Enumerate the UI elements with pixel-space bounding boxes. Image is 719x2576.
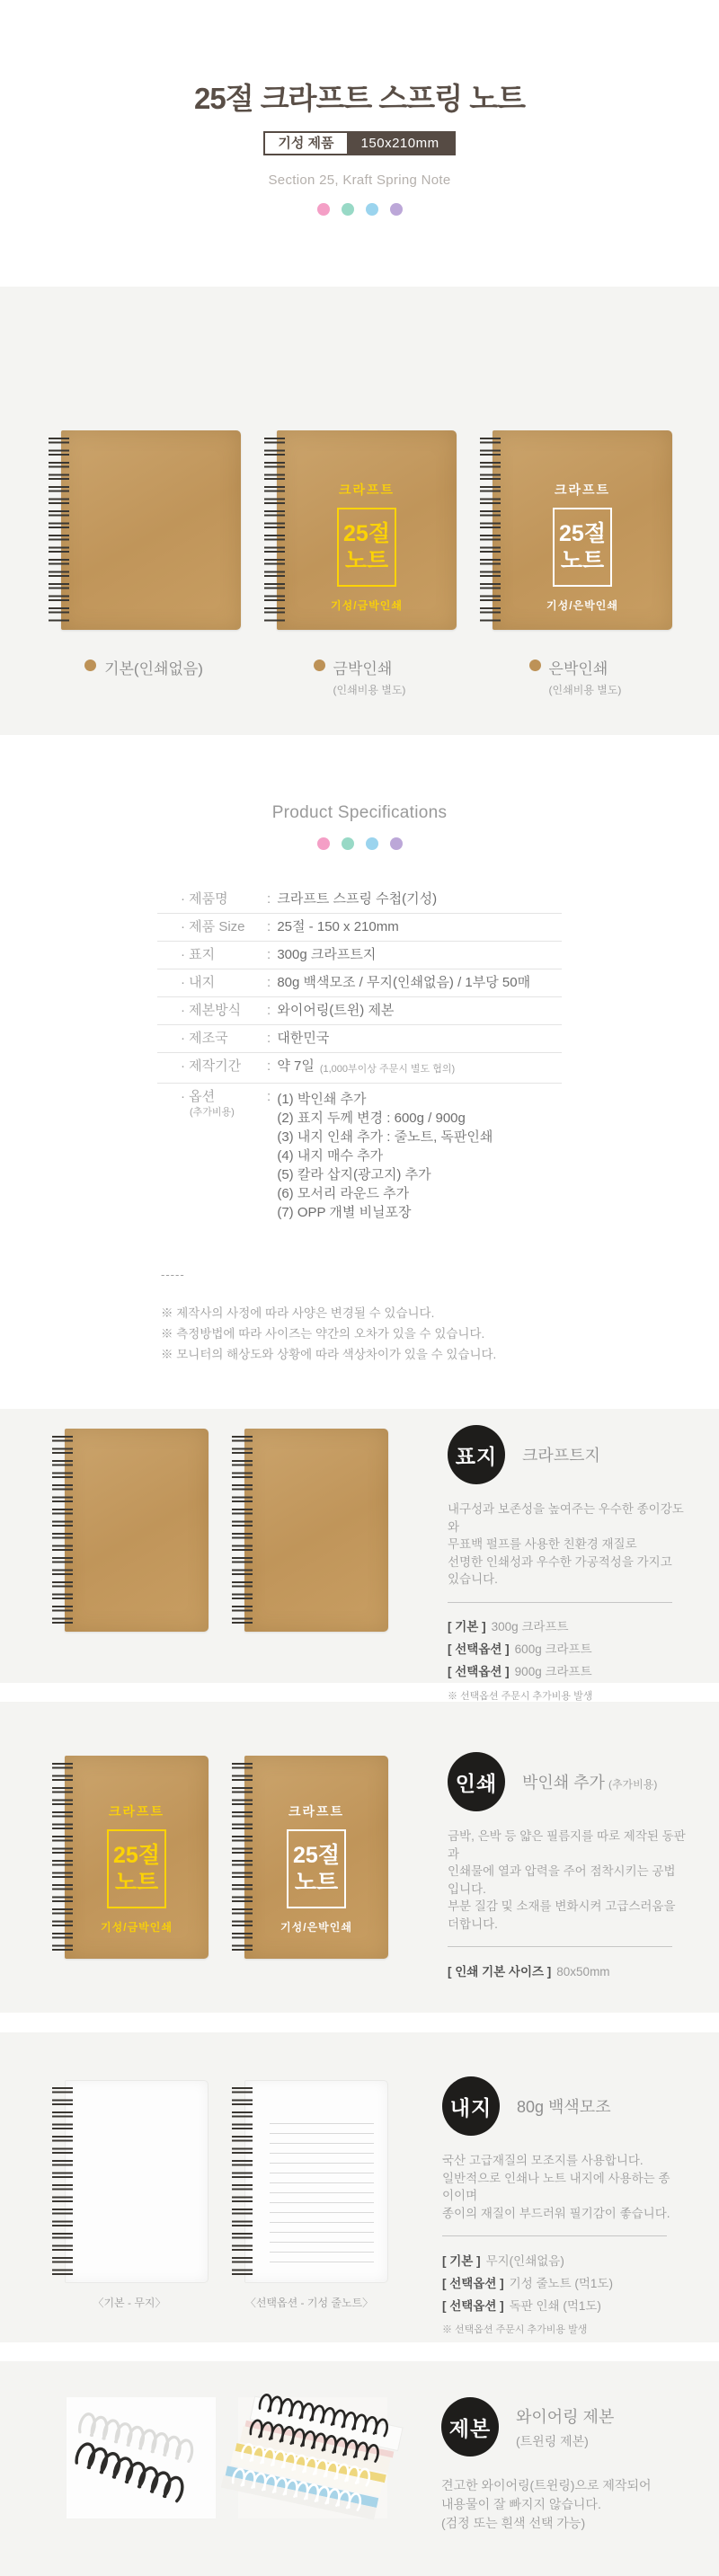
- spec-row-options: · 옵션 (추가비용) : (1) 박인쇄 추가 (2) 표지 두께 변경 : 600g / 900g (3) 내지 인쇄 추가 : 줄노트, 독판인쇄 (4) 내지 매수 추가 (5) 칼라 삽지(광고지) 추가 (6) 모서리 라운드 추가 (7) OPP 개별 비닐포장: [157, 1084, 562, 1228]
- accent-dot-mint-icon: [342, 837, 354, 850]
- gold-foil-print: 크라프트 25절 노트 기성/금박인쇄: [101, 1804, 173, 1934]
- binding-section: [0, 2361, 719, 2576]
- binding-heading-sub: (트윈링 제본): [516, 2433, 589, 2448]
- gold-foil-notebook-photo: [50, 1752, 209, 1962]
- inner-options: [ 기본 ] 무지(인쇄없음) [ 선택옵션 ] 기성 줄노트 (먹1도) [ 선택옵션 ] 독판 인쇄 (먹1도): [442, 2253, 613, 2313]
- plain-kraft-notebook-photo: [230, 1425, 388, 1635]
- bullet-dot-icon: [529, 659, 541, 671]
- cover-title-box: [553, 508, 612, 587]
- cover-paper-section: [0, 1409, 719, 1702]
- size-badge: [263, 131, 455, 155]
- variant-captions-row: [0, 656, 719, 697]
- divider: [448, 1602, 672, 1603]
- accent-dot-pink-icon: [317, 203, 330, 216]
- badge-product-type: 기성 제품: [265, 133, 346, 154]
- divider: [442, 2235, 667, 2236]
- accent-dots: [0, 837, 719, 850]
- spec-row-country: · 제조국 : 대한민국: [157, 1025, 562, 1053]
- inner-paper-section: [0, 2032, 719, 2342]
- blank-inner-page-photo: [50, 2076, 209, 2287]
- page-title: 25절 크라프트 스프링 노트: [194, 82, 525, 115]
- binding-photos: [67, 2397, 387, 2518]
- plain-kraft-notebook-photo: [50, 1425, 209, 1635]
- section-badge-inner: 내지: [442, 2076, 500, 2136]
- specifications-section: [0, 735, 719, 1409]
- accent-dot-blue-icon: [366, 837, 378, 850]
- wire-rings-illustration: [67, 2397, 216, 2518]
- section-gap: [0, 2013, 719, 2032]
- note-line: ※ 측정방법에 따라 사이즈는 약간의 오차가 있을 수 있습니다.: [161, 1327, 485, 1341]
- cover-footnote: ※ 선택옵션 주문시 추가비용 발생: [448, 1690, 593, 1702]
- spring-binding-icon: [232, 2087, 253, 2276]
- lined-inner-page-photo: [230, 2076, 388, 2287]
- note-line: ※ 모니터의 해상도와 상황에 따라 색상차이가 있을 수 있습니다.: [161, 1348, 497, 1361]
- variant-label: 금박인쇄: [333, 660, 393, 677]
- cover-title-top: 25절: [343, 521, 390, 546]
- accent-dot-mint-icon: [342, 203, 354, 216]
- accent-dot-purple-icon: [390, 203, 403, 216]
- foil-print-section: [0, 1702, 719, 2013]
- spec-table: [157, 886, 562, 1228]
- print-info: [448, 1752, 687, 1981]
- inner-paper-info: [442, 2076, 681, 2336]
- product-photo-plain-kraft-notebook: [47, 427, 241, 633]
- spec-row-cover: · 표지 : 300g 크라프트지: [157, 942, 562, 969]
- inner-description: 국산 고급재질의 모조지를 사용합니다. 일반적으로 인쇄나 노트 내지에 사용하는 종이이며 종이의 재질이 부드러워 필기감이 좋습니다.: [442, 2154, 670, 2220]
- cover-photos: [50, 1425, 388, 1635]
- hero-variants-section: [0, 287, 719, 735]
- silver-foil-notebook-photo: [230, 1752, 388, 1962]
- binding-description: 견고한 와이어링(트윈링)으로 제작되어 내용물이 잘 빠지지 않습니다. (검정 또는 흰색 선택 가능): [441, 2478, 652, 2530]
- lead-time-note: (1,000부이상 주문시 별도 협의): [319, 1064, 456, 1075]
- badge-product-size: 150x210mm: [347, 133, 454, 154]
- cover-title-box: [337, 508, 396, 587]
- subtitle-english: Section 25, Kraft Spring Note: [268, 173, 451, 188]
- spec-row-lead-time: · 제작기간 : 약 7일 (1,000부이상 주문시 별도 협의): [157, 1053, 562, 1084]
- section-badge-cover: 표지: [448, 1425, 505, 1484]
- product-photo-gold-foil-notebook: [262, 427, 457, 633]
- print-heading-note: (추가비용): [608, 1778, 658, 1791]
- inner-heading: 80g 백색모조: [517, 2098, 611, 2116]
- cover-description: 내구성과 보존성을 높여주는 우수한 종이강도와 무표백 펄프를 사용한 친환경 재질로 선명한 인쇄성과 우수한 가공적성을 가지고 있습니다.: [448, 1502, 684, 1586]
- disclaimer-notes: [157, 1268, 562, 1365]
- specs-heading: Product Specifications: [271, 803, 448, 822]
- variant-note: (인쇄비용 별도): [333, 684, 406, 696]
- spec-row-binding: · 제본방식 : 와이어링(트윈) 제본: [157, 997, 562, 1025]
- spec-row-product-name: · 제품명 : 크라프트 스프링 수첩(기성): [157, 886, 562, 914]
- silver-foil-print: [493, 427, 672, 633]
- options-sublabel: (추가비용): [190, 1107, 235, 1118]
- spec-row-inner-paper: · 내지 : 80g 백색모조 / 무지(인쇄없음) / 1부당 50매: [157, 969, 562, 997]
- options-list: : (1) 박인쇄 추가 (2) 표지 두께 변경 : 600g / 900g (3) 내지 인쇄 추가 : 줄노트, 독판인쇄 (4) 내지 매수 추가 (5) 칼라 삽지(광고지) 추가 (6) 모서리 라운드 추가 (7) OPP 개별 비닐포장: [267, 1090, 493, 1222]
- section-gap: [0, 2342, 719, 2361]
- variant-photos-row: [0, 427, 719, 633]
- binding-info: [441, 2397, 680, 2533]
- cover-title-top: 25절: [559, 521, 606, 546]
- print-options: [ 인쇄 기본 사이즈 ] 80x50mm: [448, 1964, 610, 1978]
- inner-footnote: ※ 선택옵션 주문시 추가비용 발생: [442, 2324, 588, 2335]
- print-description: 금박, 은박 등 얇은 필름지를 따로 제작된 동판과 인쇄물에 열과 압력을 주어 점착시키는 공법입니다. 부분 질감 및 소재를 변화시켜 고급스러움을 더합니다.: [448, 1829, 686, 1931]
- silver-foil-print: 크라프트 25절 노트 기성/은박인쇄: [280, 1804, 352, 1934]
- section-badge-print: 인쇄: [448, 1752, 505, 1811]
- stacked-notebooks-photo: [238, 2397, 387, 2518]
- gold-foil-print: [277, 427, 457, 633]
- bullet-dot-icon: [84, 659, 96, 671]
- accent-dot-blue-icon: [366, 203, 378, 216]
- spring-binding-icon: [52, 2087, 73, 2276]
- note-line: ※ 제작사의 사정에 따라 사양은 변경될 수 있습니다.: [161, 1306, 435, 1320]
- accent-dot-pink-icon: [317, 837, 330, 850]
- variant-label: 은박인쇄: [548, 660, 608, 677]
- accent-dots: [0, 203, 719, 216]
- section-badge-binding: 제본: [441, 2397, 499, 2456]
- variant-label: 기본(인쇄없음): [104, 660, 203, 677]
- cover-brand-text: 크라프트: [338, 482, 395, 497]
- kraft-cover: [61, 430, 241, 630]
- spring-binding-icon: [49, 438, 69, 623]
- wire-rings-photo: [67, 2397, 216, 2518]
- print-photos: [50, 1752, 388, 1962]
- spring-binding-icon: [232, 1436, 253, 1624]
- divider: [448, 1946, 672, 1947]
- cover-brand-text: 크라프트: [554, 482, 611, 497]
- cover-title-bottom: 노트: [560, 548, 605, 573]
- variant-caption: [478, 656, 672, 697]
- cover-tag-text: 기성/금박인쇄: [331, 599, 403, 612]
- ruled-lines: [270, 2123, 374, 2271]
- cover-title-bottom: 노트: [344, 548, 389, 573]
- cover-tag-text: 기성/은박인쇄: [546, 599, 618, 612]
- accent-dot-purple-icon: [390, 837, 403, 850]
- stacked-notebooks-illustration: [238, 2397, 388, 2518]
- cover-info: [448, 1425, 687, 1703]
- cover-options: [ 기본 ] 300g 크라프트 [ 선택옵션 ] 600g 크라프트 [ 선택옵션 ] 900g 크라프트: [448, 1620, 592, 1678]
- header: [0, 0, 719, 287]
- variant-caption: [262, 656, 457, 697]
- binding-heading: 와이어링 제본: [516, 2407, 615, 2426]
- spring-binding-icon: [52, 1436, 73, 1624]
- inner-paper-photos: [50, 2076, 388, 2310]
- variant-note: (인쇄비용 별도): [548, 684, 622, 696]
- dashes-divider: -----: [161, 1268, 185, 1281]
- product-photo-silver-foil-notebook: [478, 427, 672, 633]
- inner-caption-lined: 〈선택옵션 - 기성 줄노트〉: [244, 2297, 374, 2309]
- print-heading: 박인쇄 추가 (추가비용): [522, 1774, 658, 1792]
- spec-row-size: · 제품 Size : 25절 - 150 x 210mm: [157, 914, 562, 942]
- cover-heading: 크라프트지: [522, 1447, 600, 1465]
- bullet-dot-icon: [314, 659, 325, 671]
- variant-caption: [47, 656, 241, 697]
- inner-caption-blank: 〈기본 - 무지〉: [93, 2297, 166, 2309]
